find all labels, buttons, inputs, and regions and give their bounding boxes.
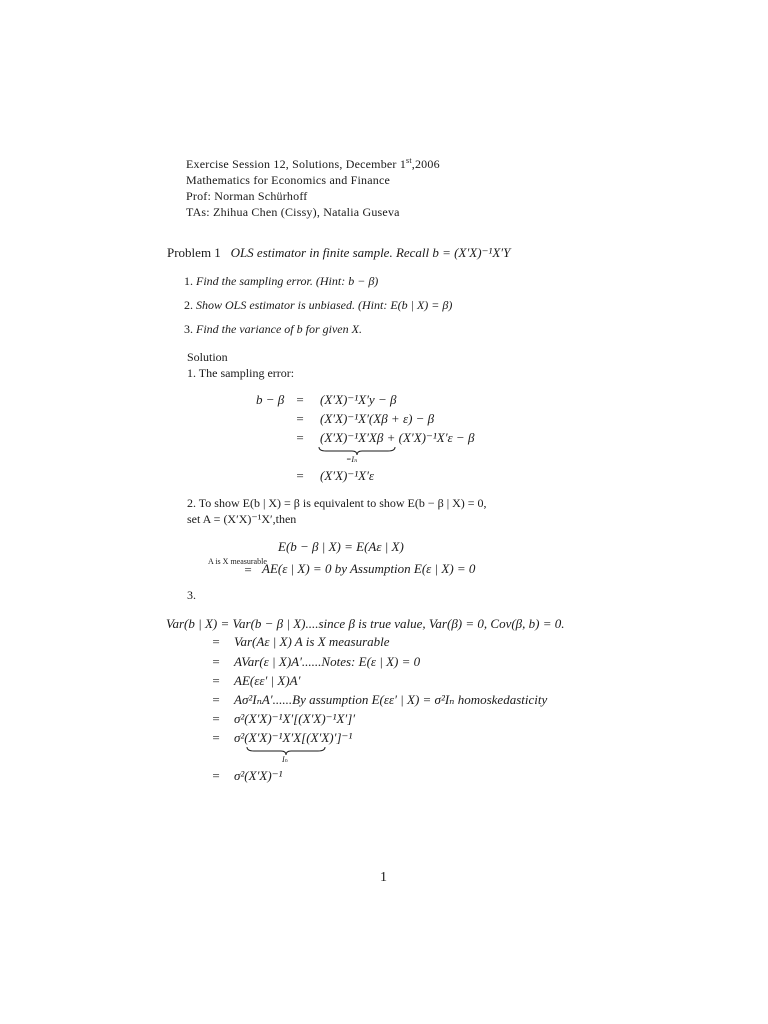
equals-sign: =	[296, 411, 304, 426]
header-line-1-end: ,2006	[411, 157, 440, 171]
problem-item	[184, 298, 452, 313]
equals-sign: =	[212, 654, 220, 669]
equals-sign: =	[212, 711, 220, 726]
part3-line: AVar(ε | X)A′......Notes: E(ε | X) = 0	[234, 654, 421, 669]
part3-line: Var(Aε | X) A is X measurable	[234, 634, 390, 649]
part1-lhs: b − β	[256, 392, 285, 407]
problem-description: OLS estimator in finite sample. Recall	[230, 245, 430, 260]
part1-brace-label: =Iₙ	[346, 455, 358, 464]
equals-sign: =	[212, 692, 220, 707]
part1-eq: (X′X)⁻¹X′ε	[320, 468, 375, 483]
part1-eq: (X′X)⁻¹X′y − β	[320, 392, 397, 407]
part3-label: 3.	[187, 588, 196, 602]
problem-item-text: Find the variance of b for given X.	[196, 322, 362, 336]
equals-sign: =	[296, 430, 304, 445]
equals-sign: =	[296, 392, 304, 407]
problem-item	[184, 274, 378, 289]
equals-sign: =	[212, 730, 220, 745]
problem-item-number: 3.	[184, 322, 193, 336]
equals-sign: =	[212, 768, 220, 783]
problem-item	[184, 322, 362, 337]
part1-eq: (X′X)⁻¹X′Xβ + (X′X)⁻¹X′ε − β	[320, 430, 475, 445]
part2-eq-2: AE(ε | X) = 0 by Assumption E(ε | X) = 0	[262, 561, 476, 576]
problem-recall-formula: b = (X′X)⁻¹X′Y	[432, 245, 511, 260]
page-number: 1	[380, 870, 387, 885]
equals-sign: =	[244, 562, 252, 577]
equals-sign: =	[212, 634, 220, 649]
part2-eq-1: E(b − β | X) = E(Aε | X)	[278, 539, 404, 554]
part1-eq: (X′X)⁻¹X′(Xβ + ε) − β	[320, 411, 435, 426]
header-line-4: TAs: Zhihua Chen (Cissy), Natalia Guseva	[186, 205, 400, 219]
header-line-1-sup: st	[406, 156, 412, 165]
problem-item-text: Show OLS estimator is unbiased. (Hint: E(b | X) = β)	[196, 298, 453, 312]
solution-heading: Solution	[187, 350, 228, 364]
header-line-2: Mathematics for Economics and Finance	[186, 173, 391, 187]
header-line-1-text: Exercise Session 12, Solutions, December 1	[186, 157, 407, 171]
header-line-1	[186, 156, 440, 172]
part2-line-1: 2. To show E(b | X) = β is equivalent to show E(b − β | X) = 0,	[187, 496, 487, 510]
part2-measurable-note: A is X measurable	[208, 557, 267, 566]
problem-item-number: 2.	[184, 298, 193, 312]
part2-line-2: set A = (X′X)⁻¹X′,then	[187, 512, 297, 526]
part3-brace-label: Iₙ	[282, 755, 288, 764]
part3-line: σ²(X′X)⁻¹X′[(X′X)⁻¹X′]′	[234, 711, 356, 726]
part3-line: AE(εε′ | X)A′	[234, 673, 301, 688]
problem-item-text: Find the sampling error. (Hint: b − β)	[196, 274, 379, 288]
problem-title: Problem 1	[167, 245, 221, 260]
solution-part1-label: 1. The sampling error:	[187, 366, 295, 380]
part3-line: σ²(X′X)⁻¹	[234, 768, 283, 783]
part3-first-line: Var(b | X) = Var(b − β | X)....since β is true value, Var(β) = 0, Cov(β, b) = 0.	[166, 616, 565, 631]
problem-heading	[167, 245, 510, 261]
equals-sign: =	[212, 673, 220, 688]
part3-line: Aσ²IₙA′......By assumption E(εε′ | X) = σ²Iₙ homoskedasticity	[234, 692, 548, 707]
header-line-3: Prof: Norman Schürhoff	[186, 189, 308, 203]
equals-sign: =	[296, 468, 304, 483]
part3-line: σ²(X′X)⁻¹X′X[(X′X)′]⁻¹	[234, 730, 353, 745]
problem-item-number: 1.	[184, 274, 193, 288]
